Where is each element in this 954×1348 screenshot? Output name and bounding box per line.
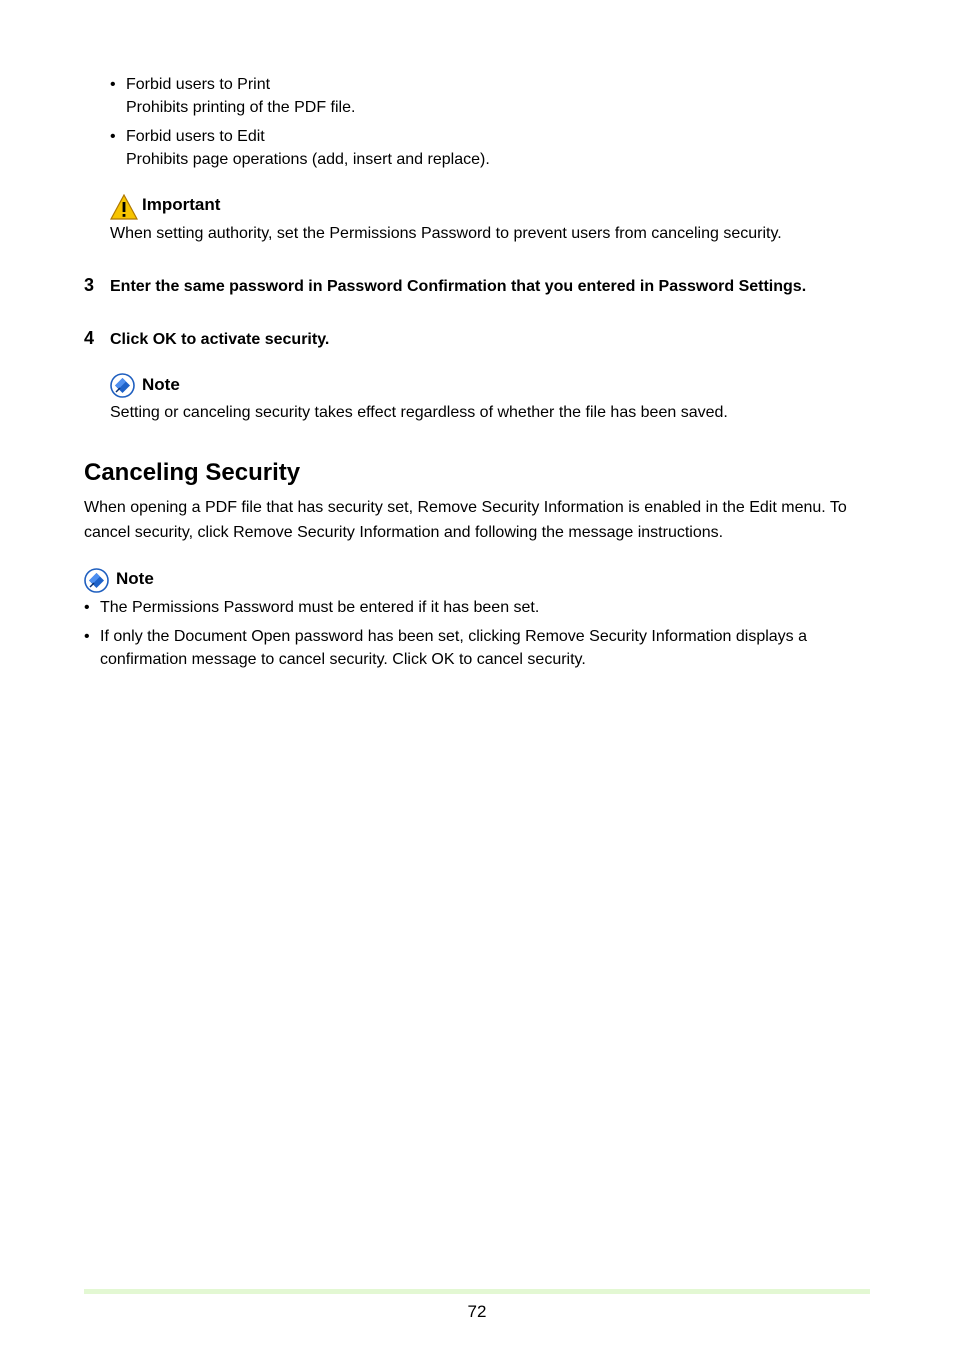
- section-title: Canceling Security: [84, 459, 301, 486]
- permission-desc: Prohibits page operations (add, insert and replace).: [126, 151, 490, 168]
- note-item-text: If only the Document Open password has been set, clicking Remove Security Information displays a: [100, 628, 808, 645]
- note-heading: Note: [116, 569, 154, 588]
- note-item-text: The Permissions Password must be entered if it has been set.: [100, 599, 540, 616]
- bullet-dot: •: [84, 628, 90, 645]
- step-number: 3: [84, 275, 95, 295]
- note-item-text-continued: confirmation message to cancel security. Click OK to cancel security.: [100, 651, 586, 668]
- note-icon: [84, 568, 109, 593]
- permission-desc: Prohibits printing of the PDF file.: [126, 99, 356, 116]
- step-number: 4: [84, 328, 95, 348]
- section-paragraph-line-1: When opening a PDF file that has security set, Remove Security Information is enabled in the Edit menu. To: [84, 499, 847, 516]
- note-text: Setting or canceling security takes effect regardless of whether the file has been saved.: [110, 404, 728, 421]
- warning-icon: [110, 194, 138, 220]
- step-text: Click OK to activate security.: [110, 331, 330, 348]
- bullet-dot: •: [84, 599, 90, 616]
- footer-divider: [84, 1289, 870, 1294]
- section-paragraph-line-2: cancel security, click Remove Security Information and following the message instructions.: [84, 524, 724, 541]
- bullet-dot: •: [110, 76, 116, 93]
- important-heading: Important: [142, 195, 221, 214]
- note-heading: Note: [142, 375, 180, 394]
- step-text: Enter the same password in Password Confirmation that you entered in Password Settings.: [110, 278, 807, 295]
- permission-title: Forbid users to Edit: [126, 128, 265, 145]
- permission-title: Forbid users to Print: [126, 76, 271, 93]
- page-number: 72: [467, 1302, 487, 1321]
- note-icon: [110, 373, 135, 398]
- important-text: When setting authority, set the Permissions Password to prevent users from canceling security.: [110, 225, 782, 242]
- bullet-dot: •: [110, 128, 116, 145]
